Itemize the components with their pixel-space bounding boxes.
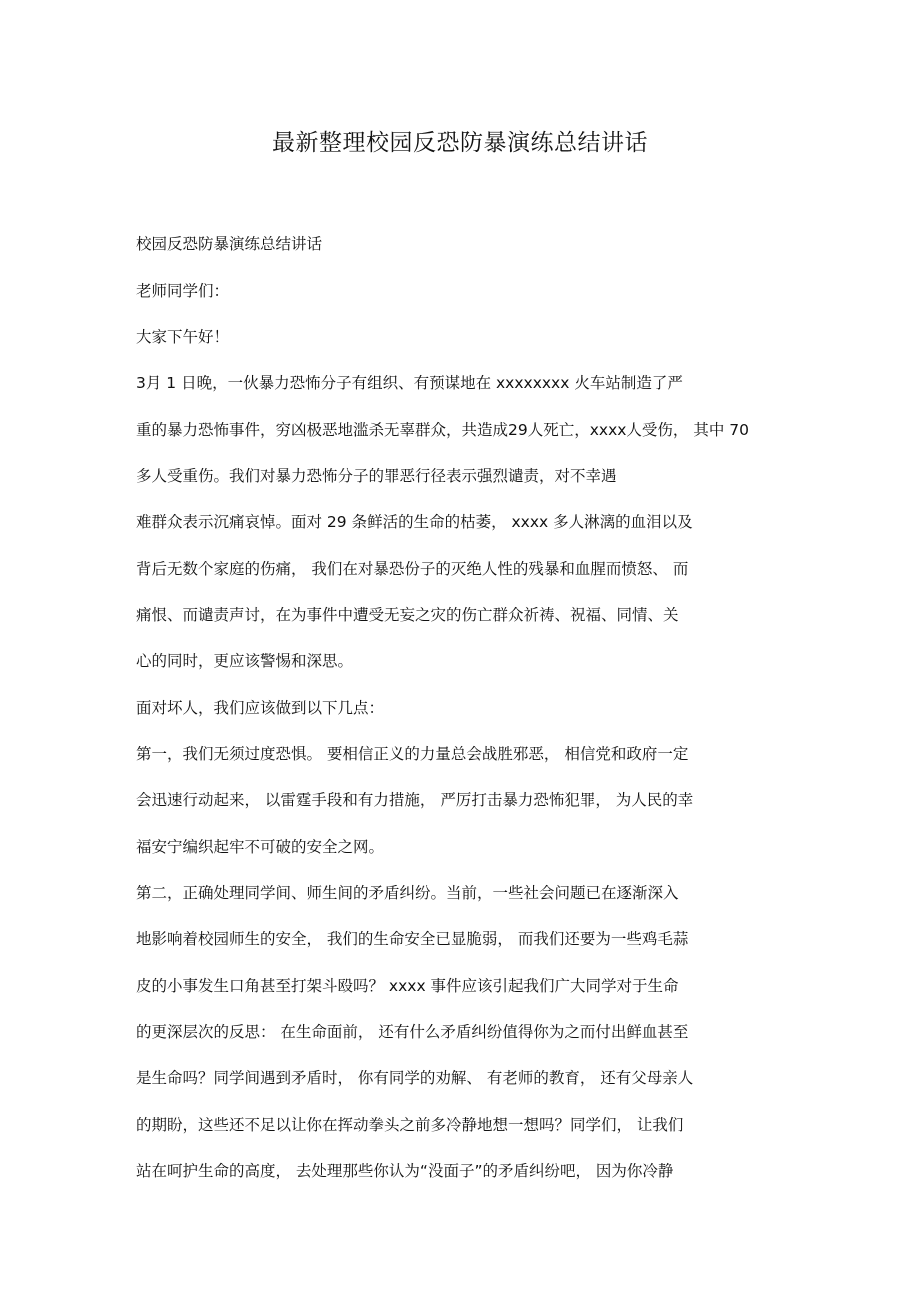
document-title: 最新整理校园反恐防暴演练总结讲话 bbox=[272, 130, 648, 156]
paragraph-line: 是生命吗？同学间遇到矛盾时， 你有同学的劝解、 有老师的教育， 还有父母亲人 bbox=[136, 1069, 694, 1087]
paragraph-line: 福安宁编织起牢不可破的安全之网。 bbox=[136, 838, 385, 856]
paragraph-line: 面对坏人，我们应该做到以下几点： bbox=[136, 699, 385, 717]
paragraph-line: 皮的小事发生口角甚至打架斗殴吗？ xxxx 事件应该引起我们广大同学对于生命 bbox=[136, 977, 679, 995]
paragraph-line: 痛恨、而谴责声讨，在为事件中遭受无妄之灾的伤亡群众祈祷、祝福、同情、关 bbox=[136, 606, 679, 624]
paragraph-line: 站在呵护生命的高度， 去处理那些你认为“没面子”的矛盾纠纷吧， 因为你冷静 bbox=[136, 1162, 674, 1180]
paragraph-line: 校园反恐防暴演练总结讲话 bbox=[136, 235, 323, 253]
paragraph-line: 老师同学们： bbox=[136, 282, 230, 300]
paragraph-line: 难群众表示沉痛哀悼。面对 29 条鲜活的生命的枯萎， xxxx 多人淋漓的血泪以及 bbox=[136, 513, 693, 531]
paragraph-line: 大家下午好！ bbox=[136, 328, 230, 346]
paragraph-line: 的期盼，这些还不足以让你在挥动拳头之前多冷静地想一想吗？同学们， 让我们 bbox=[136, 1116, 684, 1134]
paragraph-line: 3月 1 日晚，一伙暴力恐怖分子有组织、有预谋地在 xxxxxxxx 火车站制造了严 bbox=[136, 374, 683, 392]
paragraph-line: 第一，我们无须过度恐惧。 要相信正义的力量总会战胜邪恶， 相信党和政府一定 bbox=[136, 745, 689, 763]
paragraph-line: 心的同时，更应该警惕和深思。 bbox=[136, 652, 354, 670]
paragraph-line: 多人受重伤。我们对暴力恐怖分子的罪恶行径表示强烈谴责，对不幸遇 bbox=[136, 467, 617, 485]
paragraph-line: 第二，正确处理同学间、师生间的矛盾纠纷。当前，一些社会问题已在逐渐深入 bbox=[136, 884, 679, 902]
paragraph-line: 背后无数个家庭的伤痛， 我们在对暴恐份子的灭绝人性的残暴和血腥而愤怒、 而 bbox=[136, 560, 689, 578]
paragraph-line: 会迅速行动起来， 以雷霆手段和有力措施， 严厉打击暴力恐怖犯罪， 为人民的幸 bbox=[136, 791, 694, 809]
paragraph-line: 重的暴力恐怖事件，穷凶极恶地滥杀无辜群众，共造成29人死亡，xxxx人受伤， 其中 70 bbox=[136, 421, 749, 439]
paragraph-line: 地影响着校园师生的安全， 我们的生命安全已显脆弱， 而我们还要为一些鸡毛蒜 bbox=[136, 930, 689, 948]
paragraph-line: 的更深层次的反思： 在生命面前， 还有什么矛盾纠纷值得你为之而付出鲜血甚至 bbox=[136, 1023, 689, 1041]
